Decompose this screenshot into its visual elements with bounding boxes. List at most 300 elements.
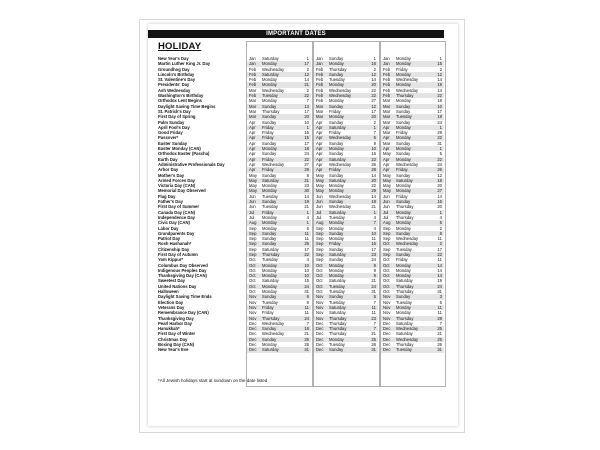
date-month: Apr (316, 119, 323, 125)
date-month: Apr (316, 124, 323, 130)
date-month: May (383, 188, 391, 194)
date-weekday: Monday (262, 342, 277, 348)
date-weekday: Wednesday (262, 320, 285, 326)
date-day: 18 (304, 146, 309, 152)
date-weekday: Monday (262, 220, 277, 226)
date-day: 4 (373, 214, 376, 220)
date-weekday: Monday (396, 135, 411, 141)
date-weekday: Monday (262, 289, 277, 295)
date-day: 14 (437, 262, 442, 268)
date-day: 13 (304, 103, 309, 109)
date-weekday: Sunday (262, 172, 277, 178)
date-month: Oct (249, 283, 256, 289)
date-month: Oct (249, 262, 256, 268)
holiday-name: Flag Day (158, 193, 176, 199)
date-month: May (249, 177, 257, 183)
date-weekday: Thursday (329, 331, 347, 337)
date-weekday: Sunday (262, 236, 277, 242)
date-day: 20 (371, 114, 376, 120)
date-month: Feb (316, 93, 324, 99)
date-day: 28 (371, 167, 376, 173)
holiday-name: Martin Luther King Jr. Day (158, 61, 211, 67)
date-month: Dec (383, 331, 391, 337)
date-weekday: Thursday (396, 214, 414, 220)
date-day: 11 (437, 310, 442, 316)
date-month: Apr (249, 156, 256, 162)
date-month: Mar (383, 140, 391, 146)
date-day: 27 (371, 98, 376, 104)
date-weekday: Thursday (262, 315, 280, 321)
date-weekday: Saturday (262, 177, 279, 183)
holiday-heading: HOLIDAY (158, 41, 202, 52)
holiday-name: Halloween (158, 289, 179, 295)
date-weekday: Sunday (262, 103, 277, 109)
date-weekday: Sunday (329, 103, 344, 109)
date-day: 15 (304, 130, 309, 136)
date-month: Jun (249, 199, 256, 205)
date-day: 4 (306, 214, 309, 220)
date-month: Sep (383, 230, 391, 236)
date-day: 1 (306, 56, 309, 61)
date-weekday: Saturday (329, 124, 346, 130)
date-month: Mar (316, 108, 324, 114)
date-month: Apr (383, 124, 390, 130)
date-weekday: Thursday (329, 315, 347, 321)
date-day: 19 (437, 114, 442, 120)
date-month: Jan (383, 61, 390, 67)
date-month: Feb (249, 66, 257, 72)
holiday-name: Daylight Saving Time Begins (158, 103, 216, 109)
date-month: Mar (249, 103, 257, 109)
holiday-name: New Year's Eve (158, 347, 189, 353)
date-weekday: Monday (329, 273, 344, 279)
date-weekday: Monday (262, 267, 277, 273)
date-month: Apr (316, 167, 323, 173)
holiday-name: Boxing Day (CAN) (158, 342, 195, 348)
date-month: Sep (316, 230, 324, 236)
date-month: Oct (316, 289, 323, 295)
date-weekday: Thursday (329, 326, 347, 332)
date-day: 4 (439, 214, 442, 220)
date-day: 11 (371, 304, 376, 310)
date-month: Feb (383, 82, 391, 88)
date-weekday: Sunday (262, 241, 277, 247)
date-day: 14 (437, 273, 442, 279)
date-month: Jun (383, 204, 390, 210)
date-weekday: Sunday (396, 140, 411, 146)
date-month: Oct (249, 273, 256, 279)
date-month: Apr (383, 156, 390, 162)
date-day: 20 (437, 204, 442, 210)
date-month: Nov (249, 299, 257, 305)
date-month: Sep (249, 241, 257, 247)
date-day: 19 (437, 82, 442, 88)
date-day: 22 (437, 251, 442, 257)
date-month: Oct (383, 241, 390, 247)
date-month: May (316, 183, 324, 189)
date-month: Apr (249, 135, 256, 141)
date-day: 7 (373, 326, 376, 332)
date-weekday: Sunday (396, 294, 411, 300)
date-day: 25 (371, 336, 376, 342)
date-weekday: Sunday (329, 56, 344, 61)
date-day: 20 (437, 183, 442, 189)
date-weekday: Sunday (262, 326, 277, 332)
holiday-name: St. Patrick's Day (158, 108, 191, 114)
date-day: 8 (439, 230, 442, 236)
date-day: 18 (371, 199, 376, 205)
date-weekday: Wednesday (396, 236, 419, 242)
date-weekday: Sunday (262, 151, 277, 157)
date-month: Sep (316, 246, 324, 252)
holiday-name: Thanksgiving Day (158, 315, 194, 321)
date-day: 19 (437, 278, 442, 284)
date-day: 29 (304, 167, 309, 173)
date-month: Apr (383, 161, 390, 167)
date-weekday: Thursday (396, 204, 414, 210)
date-day: 24 (437, 283, 442, 289)
date-month: Mar (383, 114, 391, 120)
date-day: 14 (437, 267, 442, 273)
date-month: Apr (316, 156, 323, 162)
date-month: Nov (383, 310, 391, 316)
date-day: 5 (306, 225, 309, 231)
holiday-name: First Day of Summer (158, 204, 199, 210)
date-weekday: Sunday (262, 199, 277, 205)
date-month: Oct (383, 257, 390, 263)
date-month: Jul (249, 214, 255, 220)
date-weekday: Sunday (262, 140, 277, 146)
date-weekday: Monday (262, 61, 277, 67)
date-month: Nov (383, 315, 391, 321)
date-weekday: Monday (396, 71, 411, 77)
date-month: Aug (383, 220, 391, 226)
holiday-name: Good Friday (158, 130, 183, 136)
date-month: Apr (249, 146, 256, 152)
date-month: Sep (383, 236, 391, 242)
date-day: 17 (437, 246, 442, 252)
date-month: May (383, 177, 391, 183)
date-weekday: Thursday (262, 108, 280, 114)
holiday-name: Pearl Harbor Day (158, 320, 192, 326)
date-weekday: Monday (262, 183, 277, 189)
date-weekday: Saturday (262, 56, 279, 61)
date-month: Jan (383, 56, 390, 61)
date-day: 1 (373, 209, 376, 215)
date-day: 2 (373, 66, 376, 72)
date-month: Nov (249, 294, 257, 300)
date-day: 16 (437, 199, 442, 205)
date-day: 21 (304, 82, 309, 88)
date-day: 15 (371, 241, 376, 247)
year-dates-1 (247, 56, 311, 353)
date-day: 9 (373, 262, 376, 268)
date-day: 20 (304, 114, 309, 120)
date-weekday: Saturday (396, 177, 413, 183)
date-weekday: Monday (329, 236, 344, 242)
date-day: 17 (304, 61, 309, 67)
date-month: Sep (383, 225, 391, 231)
holiday-name: Administrative Professionals Day (158, 161, 225, 167)
date-day: 27 (304, 161, 309, 167)
date-month: Apr (249, 124, 256, 130)
date-month: Nov (316, 310, 324, 316)
date-month: Oct (383, 273, 390, 279)
date-month: Oct (249, 289, 256, 295)
date-month: Mar (249, 108, 257, 114)
holiday-name: First Day of Winter (158, 331, 196, 337)
holiday-name: Christmas Day (158, 336, 188, 342)
date-weekday: Monday (396, 82, 411, 88)
date-month: May (316, 177, 324, 183)
holiday-name: Father's Day (158, 199, 183, 205)
date-weekday: Thursday (262, 251, 280, 257)
date-day: 9 (373, 267, 376, 273)
date-day: 1 (439, 209, 442, 215)
date-month: May (383, 151, 391, 157)
date-row (381, 347, 444, 352)
date-day: 12 (304, 71, 309, 77)
holiday-name: Patriot Day (158, 236, 181, 242)
date-day: 14 (437, 193, 442, 199)
date-day: 24 (304, 315, 309, 321)
date-month: May (316, 188, 324, 194)
holiday-name: Earth Day (158, 156, 178, 162)
holiday-name: Memorial Day Observed (158, 188, 206, 194)
date-day: 24 (437, 119, 442, 125)
date-day: 21 (304, 177, 309, 183)
date-day: 22 (304, 251, 309, 257)
date-day: 1 (306, 124, 309, 130)
date-weekday: Saturday (262, 278, 279, 284)
date-day: 1 (306, 209, 309, 215)
date-day: 2 (373, 119, 376, 125)
date-weekday: Tuesday (262, 257, 278, 263)
date-weekday: Friday (396, 66, 408, 72)
date-day: 14 (437, 87, 442, 93)
date-day: 11 (437, 236, 442, 242)
date-weekday: Monday (396, 124, 411, 130)
footnote: *All Jewish holidays start at sundown on the date listed (158, 378, 268, 383)
date-weekday: Wednesday (329, 135, 352, 141)
date-month: Sep (316, 236, 324, 242)
date-day: 29 (371, 188, 376, 194)
date-month: Feb (249, 77, 257, 83)
date-day: 4 (373, 225, 376, 231)
date-month: Feb (316, 77, 324, 83)
date-month: Nov (316, 299, 324, 305)
date-month: Nov (249, 315, 257, 321)
date-weekday: Friday (396, 193, 408, 199)
date-day: 14 (304, 77, 309, 83)
date-weekday: Monday (262, 98, 277, 104)
date-weekday: Saturday (396, 320, 413, 326)
date-month: Jun (249, 193, 256, 199)
date-weekday: Wednesday (329, 87, 352, 93)
holiday-name: Palm Sunday (158, 119, 185, 125)
date-day: 11 (371, 310, 376, 316)
date-month: Dec (249, 326, 257, 332)
date-weekday: Wednesday (329, 161, 352, 167)
holiday-name: Arbor Day (158, 167, 179, 173)
date-day: 23 (371, 251, 376, 257)
date-day: 26 (437, 167, 442, 173)
date-weekday: Sunday (262, 294, 277, 300)
date-weekday: Monday (396, 146, 411, 152)
date-month: Dec (383, 326, 391, 332)
date-month: Feb (316, 98, 324, 104)
date-weekday: Wednesday (396, 87, 419, 93)
date-month: Oct (316, 267, 323, 273)
date-day: 7 (373, 130, 376, 136)
date-day: 30 (304, 188, 309, 194)
date-weekday: Tuesday (262, 204, 278, 210)
date-month: Jul (249, 209, 255, 215)
date-month: Dec (383, 347, 391, 353)
date-day: 17 (304, 246, 309, 252)
date-month: Oct (316, 273, 323, 279)
date-day: 18 (437, 177, 442, 183)
date-month: Oct (249, 257, 256, 263)
date-day: 11 (437, 304, 442, 310)
date-month: Mar (316, 114, 324, 120)
holiday-name: Washington's Birthday (158, 93, 204, 99)
holiday-name: Easter Monday (CAN) (158, 146, 201, 152)
date-month: Sep (249, 251, 257, 257)
date-day: 12 (371, 71, 376, 77)
date-month: Feb (249, 82, 257, 88)
date-weekday: Sunday (396, 119, 411, 125)
date-weekday: Monday (262, 225, 277, 231)
date-day: 21 (371, 204, 376, 210)
date-day: 3 (439, 294, 442, 300)
important-dates-header: IMPORTANT DATES (148, 30, 444, 38)
date-day: 22 (371, 93, 376, 99)
date-day: 5 (439, 151, 442, 157)
holiday-name: Independence Day (158, 214, 196, 220)
date-day: 5 (373, 294, 376, 300)
holiday-name: Lincoln's Birthday (158, 71, 195, 77)
date-weekday: Thursday (329, 320, 347, 326)
date-month: Apr (249, 130, 256, 136)
date-month: Dec (249, 336, 257, 342)
date-day: 10 (304, 267, 309, 273)
date-month: Feb (316, 71, 324, 77)
date-month: Apr (316, 135, 323, 141)
date-weekday: Monday (329, 114, 344, 120)
date-weekday: Saturday (262, 71, 279, 77)
date-day: 10 (371, 230, 376, 236)
date-weekday: Monday (396, 156, 411, 162)
date-month: Feb (383, 93, 391, 99)
date-month: Apr (316, 151, 323, 157)
date-weekday: Monday (329, 146, 344, 152)
date-month: Dec (316, 347, 324, 353)
date-day: 31 (437, 140, 442, 146)
holiday-name: Yom Kippur* (158, 257, 184, 263)
date-weekday: Sunday (262, 119, 277, 125)
date-weekday: Sunday (329, 246, 344, 252)
date-day: 31 (371, 289, 376, 295)
date-month: Sep (249, 225, 257, 231)
date-month: Oct (316, 262, 323, 268)
date-month: Dec (316, 326, 324, 332)
holiday-name: Veterans Day (158, 304, 185, 310)
date-month: Apr (316, 130, 323, 136)
date-day: 10 (304, 119, 309, 125)
date-day: 9 (373, 140, 376, 146)
date-month: Feb (316, 66, 324, 72)
date-weekday: Sunday (329, 172, 344, 178)
date-day: 2 (439, 241, 442, 247)
date-weekday: Wednesday (262, 66, 285, 72)
date-month: Oct (383, 267, 390, 273)
date-weekday: Monday (396, 188, 411, 194)
date-day: 26 (371, 161, 376, 167)
date-month: Apr (383, 167, 390, 173)
date-month: Feb (383, 66, 391, 72)
date-month: Dec (316, 342, 324, 348)
date-day: 12 (437, 71, 442, 77)
date-month: Jul (383, 214, 389, 220)
date-day: 8 (306, 299, 309, 305)
date-weekday: Monday (329, 183, 344, 189)
date-day: 22 (437, 135, 442, 141)
date-day: 21 (371, 331, 376, 337)
year-dates-2 (314, 56, 378, 353)
date-day: 22 (304, 93, 309, 99)
date-weekday: Monday (329, 220, 344, 226)
date-day: 25 (304, 241, 309, 247)
date-weekday: Saturday (396, 331, 413, 337)
date-month: Sep (383, 251, 391, 257)
date-month: Mar (383, 103, 391, 109)
date-day: 25 (437, 336, 442, 342)
holiday-name: Orthodox Easter (Pascha) (158, 151, 210, 157)
holiday-name: Sweetest Day (158, 278, 185, 284)
holiday-name: Rosh Hashanah* (158, 241, 192, 247)
date-day: 1 (439, 56, 442, 61)
date-month: Nov (383, 294, 391, 300)
date-weekday: Sunday (396, 103, 411, 109)
date-weekday: Monday (262, 82, 277, 88)
date-weekday: Wednesday (262, 331, 285, 337)
date-weekday: Sunday (329, 230, 344, 236)
date-weekday: Monday (262, 188, 277, 194)
date-day: 22 (437, 156, 442, 162)
date-weekday: Monday (262, 214, 277, 220)
date-day: 21 (371, 278, 376, 284)
date-weekday: Tuesday (329, 214, 345, 220)
date-day: 17 (437, 108, 442, 114)
date-month: Sep (249, 236, 257, 242)
date-weekday: Saturday (329, 304, 346, 310)
date-weekday: Tuesday (396, 299, 412, 305)
date-weekday: Tuesday (396, 246, 412, 252)
date-weekday: Tuesday (262, 193, 278, 199)
holiday-name: Victoria Day (CAN) (158, 183, 196, 189)
date-month: Nov (249, 310, 257, 316)
date-weekday: Saturday (262, 246, 279, 252)
holiday-name-list (158, 56, 246, 353)
date-month: Aug (249, 220, 257, 226)
date-weekday: Thursday (396, 283, 414, 289)
date-month: Apr (249, 119, 256, 125)
year-dates-3 (381, 56, 444, 353)
date-month: May (383, 183, 391, 189)
date-weekday: Friday (329, 167, 341, 173)
date-month: May (316, 172, 324, 178)
